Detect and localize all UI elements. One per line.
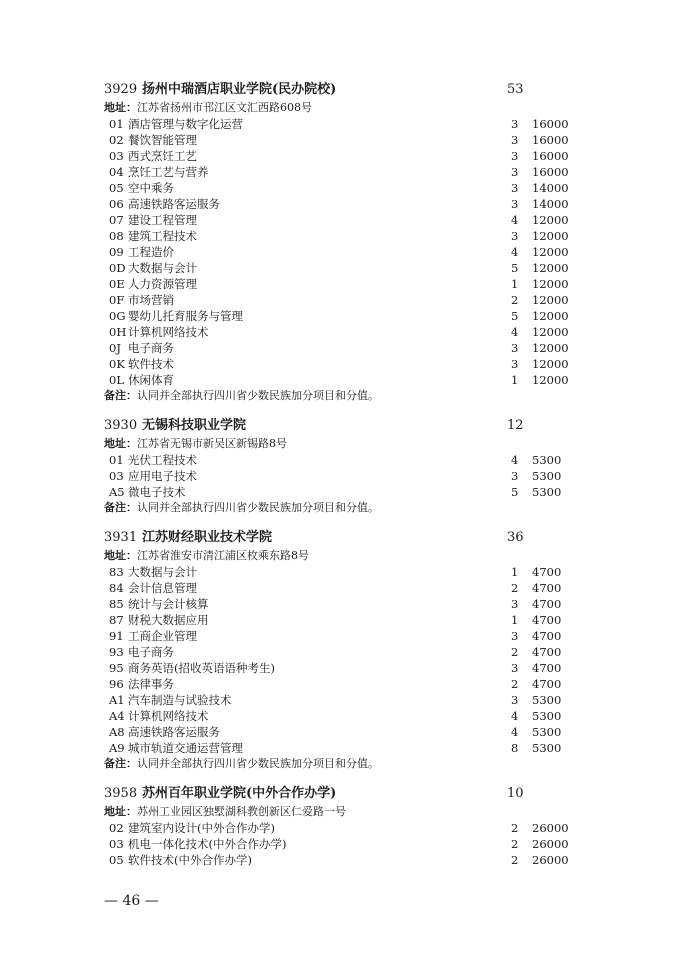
major-years: 3 [511,661,519,675]
major-name: 软件技术 [128,357,174,371]
school-block-3931 [104,528,584,772]
major-years: 5 [511,309,519,323]
major-fee: 4700 [532,565,562,579]
major-name: 空中乘务 [128,181,174,195]
school-total-quota: 10 [507,786,524,801]
major-row [104,580,584,596]
major-row [104,564,584,580]
address-text: 江苏省淮安市清江浦区枚乘东路8号 [137,549,309,562]
school-address [104,804,584,820]
major-years: 5 [511,485,519,499]
major-years: 3 [511,181,519,195]
major-fee: 12000 [532,245,569,259]
school-name: 苏州百年职业学院(中外合作办学) [142,786,337,801]
major-code: 01 [109,453,124,467]
note-label: 备注： [104,389,137,402]
major-code: A8 [109,725,125,739]
major-years: 3 [511,149,519,163]
major-fee: 26000 [532,837,569,851]
school-block-3930 [104,416,584,516]
major-years: 3 [511,693,519,707]
major-name: 高速铁路客运服务 [128,725,220,739]
school-total-quota: 12 [507,418,524,433]
major-row [104,356,584,372]
note-text: 认同并全部执行四川省少数民族加分项目和分值。 [137,389,379,402]
major-row [104,180,584,196]
major-name: 建筑工程技术 [128,229,197,243]
major-name: 电子商务 [128,645,174,659]
major-code: A1 [109,693,125,707]
major-code: 95 [109,661,124,675]
major-name: 西式烹饪工艺 [128,149,197,163]
major-code: 0L [109,373,124,387]
major-years: 4 [511,709,519,723]
address-label: 地址： [104,549,137,562]
major-years: 2 [511,645,519,659]
major-name: 软件技术(中外合作办学) [128,853,252,867]
major-code: A5 [109,485,125,499]
major-years: 4 [511,325,519,339]
major-years: 3 [511,597,519,611]
major-name: 财税大数据应用 [128,613,209,627]
major-code: 04 [109,165,124,179]
major-row [104,452,584,468]
major-years: 1 [511,565,519,579]
major-code: 0E [109,277,125,291]
major-code: 0G [109,309,126,323]
school-note [104,500,584,516]
major-fee: 16000 [532,165,569,179]
major-code: 08 [109,229,124,243]
major-years: 5 [511,261,519,275]
major-years: 3 [511,229,519,243]
major-years: 3 [511,133,519,147]
school-name: 无锡科技职业学院 [142,418,247,433]
major-fee: 5300 [532,453,562,467]
major-fee: 26000 [532,821,569,835]
note-label: 备注： [104,501,137,514]
major-name: 建筑室内设计(中外合作办学) [128,821,275,835]
note-label: 备注： [104,757,137,770]
major-name: 汽车制造与试验技术 [128,693,232,707]
major-row [104,852,584,868]
major-name: 市场营销 [128,293,174,307]
major-name: 法律事务 [128,677,174,691]
major-name: 会计信息管理 [128,581,197,595]
major-fee: 4700 [532,677,562,691]
major-name: 商务英语(招收英语语种考生) [128,661,275,675]
major-name: 酒店管理与数字化运营 [128,117,243,131]
school-block-3929 [104,80,584,404]
major-row [104,308,584,324]
major-code: 0H [109,325,127,339]
major-fee: 12000 [532,277,569,291]
major-row [104,836,584,852]
major-row [104,708,584,724]
major-row [104,340,584,356]
major-name: 人力资源管理 [128,277,197,291]
major-years: 2 [511,677,519,691]
major-row [104,660,584,676]
major-name: 工商企业管理 [128,629,197,643]
major-row [104,276,584,292]
major-fee: 12000 [532,373,569,387]
major-fee: 4700 [532,597,562,611]
major-code: 96 [109,677,124,691]
major-years: 3 [511,629,519,643]
school-note [104,388,584,404]
major-row [104,468,584,484]
major-row [104,260,584,276]
major-code: 03 [109,837,124,851]
school-total-quota: 53 [507,82,524,97]
major-name: 应用电子技术 [128,469,197,483]
major-name: 休闲体育 [128,373,174,387]
major-name: 大数据与会计 [128,261,197,275]
address-text: 江苏省无锡市新吴区新锡路8号 [137,437,287,450]
major-code: 87 [109,613,124,627]
major-name: 大数据与会计 [128,565,197,579]
major-row [104,372,584,388]
major-name: 计算机网络技术 [128,709,209,723]
major-row [104,116,584,132]
major-code: 0D [109,261,126,275]
major-row [104,676,584,692]
major-years: 3 [511,469,519,483]
major-name: 餐饮智能管理 [128,133,197,147]
major-row [104,324,584,340]
school-code: 3929 [104,82,138,97]
major-code: 0J [109,341,121,355]
major-fee: 5300 [532,469,562,483]
note-text: 认同并全部执行四川省少数民族加分项目和分值。 [137,501,379,514]
major-row [104,596,584,612]
school-address [104,548,584,564]
major-fee: 26000 [532,853,569,867]
address-label: 地址： [104,805,137,818]
major-fee: 14000 [532,181,569,195]
school-code: 3930 [104,418,138,433]
major-name: 城市轨道交通运营管理 [128,741,243,755]
major-code: 07 [109,213,124,227]
major-row [104,292,584,308]
address-text: 苏州工业园区独墅湖科教创新区仁爱路一号 [137,805,346,818]
school-code: 3931 [104,530,138,545]
major-fee: 12000 [532,229,569,243]
school-total-quota: 36 [507,530,524,545]
major-fee: 4700 [532,645,562,659]
major-fee: 12000 [532,325,569,339]
major-fee: 12000 [532,261,569,275]
major-years: 1 [511,613,519,627]
major-row [104,244,584,260]
major-years: 2 [511,821,519,835]
major-row [104,484,584,500]
major-years: 3 [511,165,519,179]
major-years: 2 [511,837,519,851]
major-fee: 12000 [532,341,569,355]
major-code: 01 [109,117,124,131]
major-fee: 16000 [532,133,569,147]
major-code: 0F [109,293,125,307]
major-years: 2 [511,581,519,595]
major-years: 2 [511,853,519,867]
major-row [104,228,584,244]
school-header [104,784,584,804]
school-note [104,756,584,772]
major-name: 机电一体化技术(中外合作办学) [128,837,287,851]
major-code: 84 [109,581,124,595]
major-code: 85 [109,597,124,611]
major-years: 3 [511,117,519,131]
major-fee: 5300 [532,693,562,707]
major-code: 03 [109,469,124,483]
major-name: 工程造价 [128,245,174,259]
major-name: 微电子技术 [128,485,186,499]
major-years: 4 [511,453,519,467]
major-fee: 5300 [532,709,562,723]
major-row [104,724,584,740]
major-name: 光伏工程技术 [128,453,197,467]
major-years: 3 [511,197,519,211]
note-text: 认同并全部执行四川省少数民族加分项目和分值。 [137,757,379,770]
major-years: 3 [511,357,519,371]
major-row [104,628,584,644]
major-fee: 16000 [532,117,569,131]
page-number: — 46 — [104,893,159,909]
major-row [104,612,584,628]
major-row [104,212,584,228]
address-text: 江苏省扬州市邗江区文汇西路608号 [137,101,312,114]
major-name: 建设工程管理 [128,213,197,227]
major-code: 03 [109,149,124,163]
major-row [104,164,584,180]
major-fee: 4700 [532,661,562,675]
major-fee: 4700 [532,629,562,643]
major-fee: 14000 [532,197,569,211]
school-name: 扬州中瑞酒店职业学院(民办院校) [142,82,337,97]
major-row [104,820,584,836]
major-row [104,148,584,164]
major-code: 06 [109,197,124,211]
school-address [104,436,584,452]
major-years: 4 [511,245,519,259]
major-fee: 12000 [532,357,569,371]
major-years: 1 [511,373,519,387]
school-header [104,80,584,100]
major-row [104,740,584,756]
major-years: 4 [511,725,519,739]
major-code: 02 [109,133,124,147]
major-code: 02 [109,821,124,835]
major-fee: 16000 [532,149,569,163]
major-years: 1 [511,277,519,291]
major-code: 05 [109,181,124,195]
address-label: 地址： [104,437,137,450]
major-fee: 5300 [532,725,562,739]
school-block-3958 [104,784,584,868]
major-code: A9 [109,741,125,755]
major-name: 高速铁路客运服务 [128,197,220,211]
major-fee: 12000 [532,293,569,307]
major-years: 3 [511,341,519,355]
major-fee: 4700 [532,581,562,595]
school-name: 江苏财经职业技术学院 [142,530,273,545]
school-code: 3958 [104,786,138,801]
major-years: 2 [511,293,519,307]
major-name: 计算机网络技术 [128,325,209,339]
major-row [104,644,584,660]
major-code: 93 [109,645,124,659]
major-code: 0K [109,357,125,371]
major-code: 05 [109,853,124,867]
address-label: 地址： [104,101,137,114]
school-header [104,528,584,548]
major-row [104,692,584,708]
major-code: A4 [109,709,125,723]
major-fee: 4700 [532,613,562,627]
major-fee: 12000 [532,309,569,323]
school-header [104,416,584,436]
major-code: 09 [109,245,124,259]
major-years: 8 [511,741,519,755]
major-years: 4 [511,213,519,227]
major-fee: 12000 [532,213,569,227]
major-row [104,196,584,212]
major-name: 电子商务 [128,341,174,355]
major-name: 烹饪工艺与营养 [128,165,209,179]
school-address [104,100,584,116]
major-name: 统计与会计核算 [128,597,209,611]
major-code: 91 [109,629,124,643]
major-row [104,132,584,148]
major-fee: 5300 [532,485,562,499]
major-fee: 5300 [532,741,562,755]
major-name: 婴幼儿托育服务与管理 [128,309,243,323]
major-code: 83 [109,565,124,579]
